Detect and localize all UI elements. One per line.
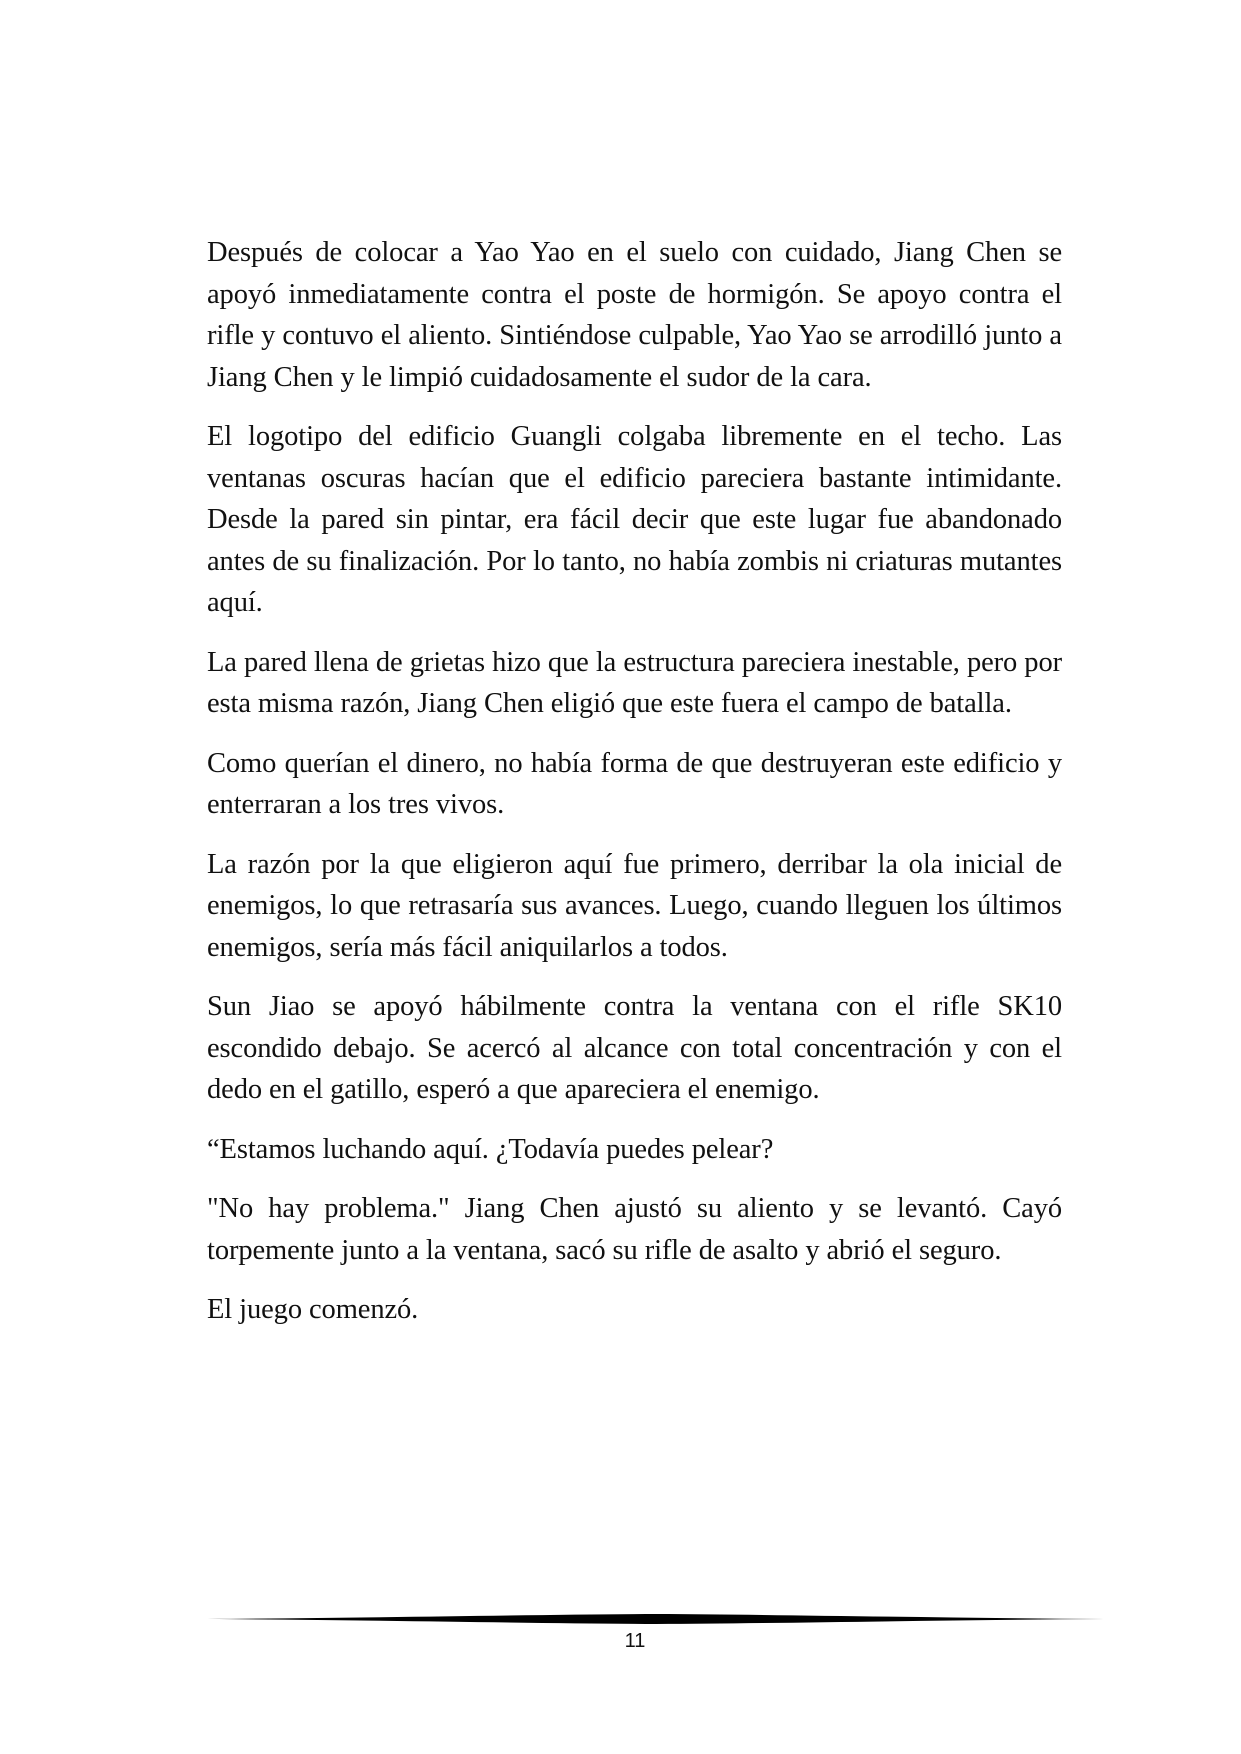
page-body: [207, 232, 1062, 1349]
paragraph: La pared llena de grietas hizo que la estructura pareciera inestable, pero por esta misma razón, Jiang Chen eligió que este fuera el campo de batalla.: [207, 646, 1062, 719]
paragraph: Después de colocar a Yao Yao en el suelo con cuidado, Jiang Chen se apoyó inmediatamente contra el poste de hormigón. Se apoyo contra el rifle y contuvo el aliento. Sintiéndose culpable, Yao Yao se arrodilló junto a Jiang Chen y le limpió cuidadosamente el sudor de la cara.: [207, 237, 1062, 393]
paragraph: Como querían el dinero, no había forma de que destruyeran este edificio y enterraran a los tres vivos.: [207, 747, 1062, 820]
paragraph: "No hay problema." Jiang Chen ajustó su aliento y se levantó. Cayó torpemente junto a la ventana, sacó su rifle de asalto y abrió el seguro.: [207, 1193, 1062, 1266]
paragraph: La razón por la que eligieron aquí fue primero, derribar la ola inicial de enemigos, lo que retrasaría sus avances. Luego, cuando lleguen los últimos enemigos, sería más fácil aniquilarlos a todos.: [207, 848, 1062, 963]
paragraph: El juego comenzó.: [207, 1294, 419, 1325]
paragraph: El logotipo del edificio Guangli colgaba libremente en el techo. Las ventanas oscuras hacían que el edificio pareciera bastante intimidante. Desde la pared sin pintar, era fácil decir que este lugar fue abandonado antes de su finalización. Por lo tanto, no había zombis ni criaturas mutantes aquí.: [207, 421, 1062, 618]
page-number: 11: [624, 1630, 646, 1652]
footer-divider: [207, 1612, 1105, 1626]
paragraph: Sun Jiao se apoyó hábilmente contra la ventana con el rifle SK10 escondido debajo. Se acercó al alcance con total concentración y con el dedo en el gatillo, esperó a que apareciera el enemigo.: [207, 991, 1062, 1105]
paragraph: “Estamos luchando aquí. ¿Todavía puedes pelear?: [207, 1133, 774, 1165]
